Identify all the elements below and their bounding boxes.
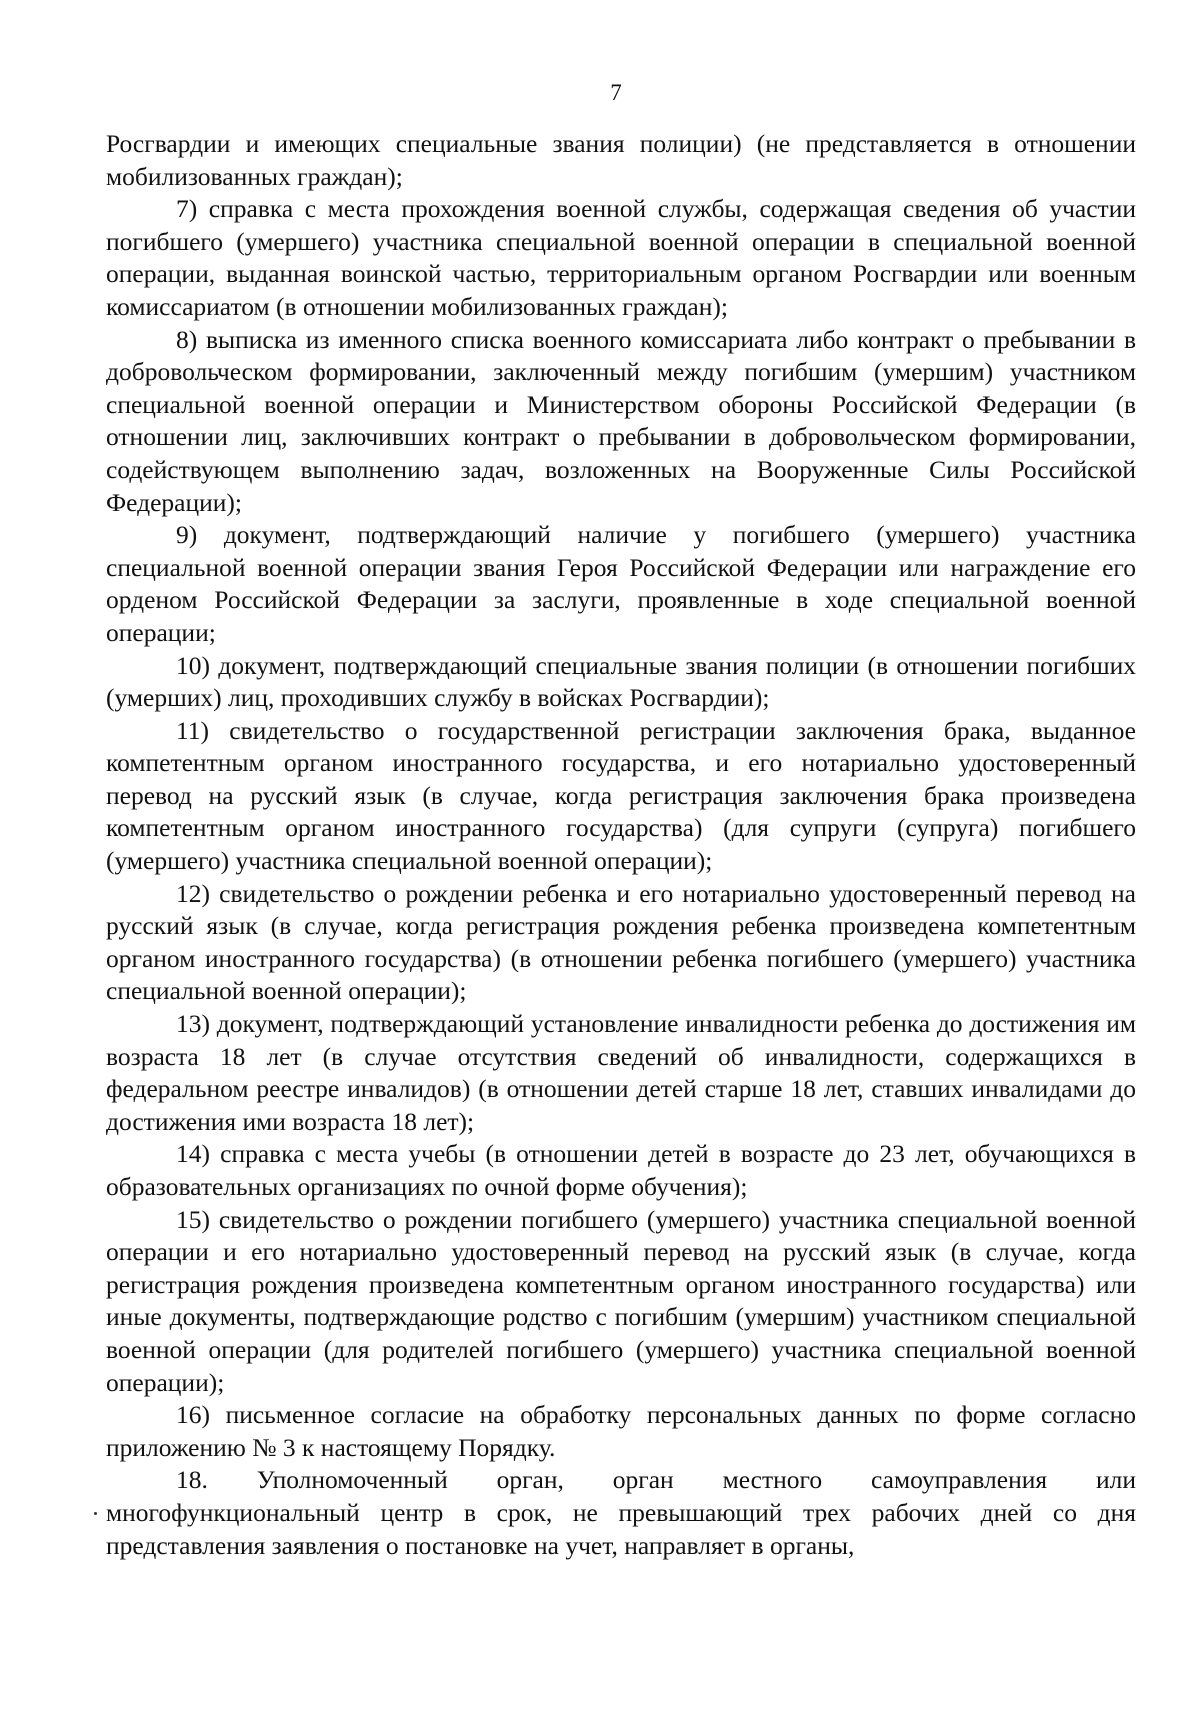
document-body [106,128,1136,1562]
list-item-13: 13) документ, подтверждающий установление инвалидности ребенка до достижения им возраста 18 лет (в случае отсутствия сведений об инвалидности, содержащихся в федеральном реестре инвалидов) (в отношении детей старше 18 лет, ставших инвалидами до достижения ими возраста 18 лет); [106,1009,1136,1136]
list-item-8: 8) выписка из именного списка военного комиссариата либо контракт о пребывании в добровольческом формировании, заключенный между погибшим (умершим) участником специальной военной операции и Министерством обороны Российской Федерации (в отношении лиц, заключивших контракт о пребывании в добровольческом формировании, содействующем выполнению задач, возложенных на Вооруженные Силы Российской Федерации); [106,324,1136,517]
list-item-9: 9) документ, подтверждающий наличие у погибшего (умершего) участника специальной военной операции звания Героя Российской Федерации или награждение его орденом Российской Федерации за заслуги, проявленные в ходе специальной военной операции; [106,520,1136,647]
list-item-7: 7) справка с места прохождения военной службы, содержащая сведения об участии погибшего (умершего) участника специальной военной операции в специальной военной операции, выданная воинской частью, территориальным органом Росгвардии или военным комиссариатом (в отношении мобилизованных граждан); [106,194,1136,321]
list-item-10: 10) документ, подтверждающий специальные звания полиции (в отношении погибших (умерших) лиц, проходивших службу в войсках Росгвардии); [106,650,1136,713]
list-item-12: 12) свидетельство о рождении ребенка и его нотариально удостоверенный перевод на русский язык (в случае, когда регистрация рождения ребенка произведена компетентным органом иностранного государства) (в отношении ребенка погибшего (умершего) участника специальной военной операции); [106,878,1136,1006]
section-18: 18. Уполномоченный орган, орган местного самоуправления или многофункциональный центр в срок, не превышающий трех рабочих дней со дня представления заявления о постановке на учет, направляет в органы, [106,1465,1136,1560]
list-item-11: 11) свидетельство о государственной регистрации заключения брака, выданное компетентным органом иностранного государства, и его нотариально удостоверенный перевод на русский язык (в случае, когда регистрация заключения брака произведена компетентным органом иностранного государства) (для супруги (супруга) погибшего (умершего) участника специальной военной операции); [106,715,1136,876]
list-item-14: 14) справка с места учебы (в отношении детей в возрасте до 23 лет, обучающихся в образовательных организациях по очной форме обучения); [106,1139,1136,1201]
list-item-16: 16) письменное согласие на обработку персональных данных по форме согласно приложению № 3 к настоящему Порядку. [106,1400,1136,1462]
list-item-15: 15) свидетельство о рождении погибшего (умершего) участника специальной военной операции и его нотариально удостоверенный перевод на русский язык (в случае, когда регистрация рождения произведена компетентным органом иностранного государства) или иные документы, подтверждающие родство с погибшим (умершим) участником специальной военной операции (для родителей погибшего (умершего) участника специальной военной операции); [106,1204,1136,1397]
page-number: 7 [610,80,622,105]
scan-dot-mark [94,1512,97,1515]
paragraph-continuation: Росгвардии и имеющих специальные звания полиции) (не представляется в отношении мобилизованных граждан); [106,129,1136,191]
